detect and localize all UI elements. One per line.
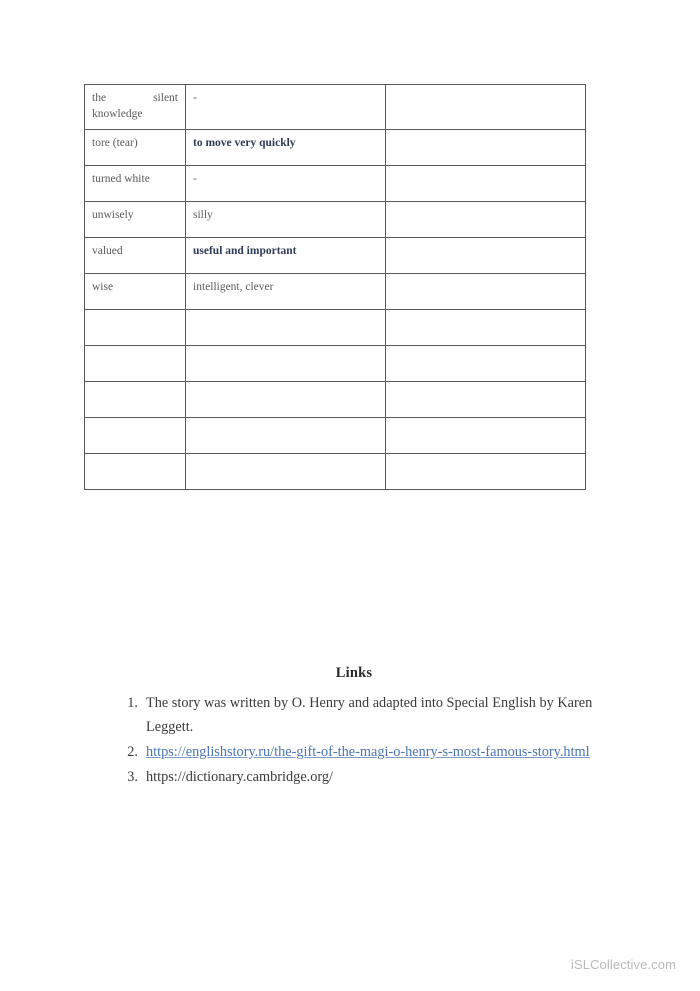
links-section <box>84 665 624 790</box>
site-watermark: iSLCollective.com <box>570 957 676 972</box>
table-row <box>85 85 586 130</box>
vocabulary-table-body <box>85 85 586 490</box>
table-cell-notes <box>386 165 586 201</box>
link-item-url[interactable]: https://englishstory.ru/the-gift-of-the-magi-o-henry-s-most-famous-story.html <box>146 744 590 761</box>
table-cell-definition <box>186 453 386 489</box>
table-row-empty <box>85 453 586 489</box>
table-cell-term: tore (tear) <box>85 129 186 165</box>
table-row <box>85 273 586 309</box>
table-cell-definition: silly <box>186 201 386 237</box>
table-row <box>85 129 586 165</box>
table-cell-definition <box>186 309 386 345</box>
table-cell-term <box>85 381 186 417</box>
table-row-empty <box>85 381 586 417</box>
table-cell-definition <box>186 381 386 417</box>
table-cell-term: wise <box>85 273 186 309</box>
list-item <box>144 691 624 739</box>
table-cell-notes <box>386 309 586 345</box>
vocabulary-table-container <box>84 84 585 490</box>
table-cell-term <box>85 345 186 381</box>
table-cell-definition: to move very quickly <box>186 129 386 165</box>
table-cell-term: turned white <box>85 165 186 201</box>
list-item <box>144 740 624 764</box>
vocabulary-table <box>84 84 586 490</box>
table-cell-notes <box>386 417 586 453</box>
table-cell-notes <box>386 201 586 237</box>
table-cell-notes <box>386 237 586 273</box>
links-list <box>84 691 624 789</box>
table-cell-notes <box>386 85 586 130</box>
table-row <box>85 165 586 201</box>
table-cell-definition: - <box>186 85 386 130</box>
table-cell-definition: - <box>186 165 386 201</box>
table-cell-term <box>85 417 186 453</box>
table-cell-definition: useful and important <box>186 237 386 273</box>
links-heading: Links <box>335 665 373 681</box>
table-cell-notes <box>386 345 586 381</box>
table-cell-notes <box>386 381 586 417</box>
table-cell-term: unwisely <box>85 201 186 237</box>
table-row-empty <box>85 417 586 453</box>
table-cell-definition <box>186 417 386 453</box>
table-row-empty <box>85 309 586 345</box>
link-item-url[interactable]: https://dictionary.cambridge.org/ <box>146 769 334 786</box>
table-row <box>85 237 586 273</box>
link-item-text: The story was written by O. Henry and adapted into Special English by Karen Leggett. <box>146 695 593 736</box>
table-cell-term <box>85 453 186 489</box>
table-row-empty <box>85 345 586 381</box>
table-cell-term <box>85 309 186 345</box>
table-cell-notes <box>386 273 586 309</box>
table-cell-term: the silent knowledge <box>85 85 186 130</box>
list-item <box>144 765 624 789</box>
table-cell-definition: intelligent, clever <box>186 273 386 309</box>
table-cell-definition <box>186 345 386 381</box>
table-cell-notes <box>386 453 586 489</box>
table-cell-notes <box>386 129 586 165</box>
table-row <box>85 201 586 237</box>
table-cell-term: valued <box>85 237 186 273</box>
